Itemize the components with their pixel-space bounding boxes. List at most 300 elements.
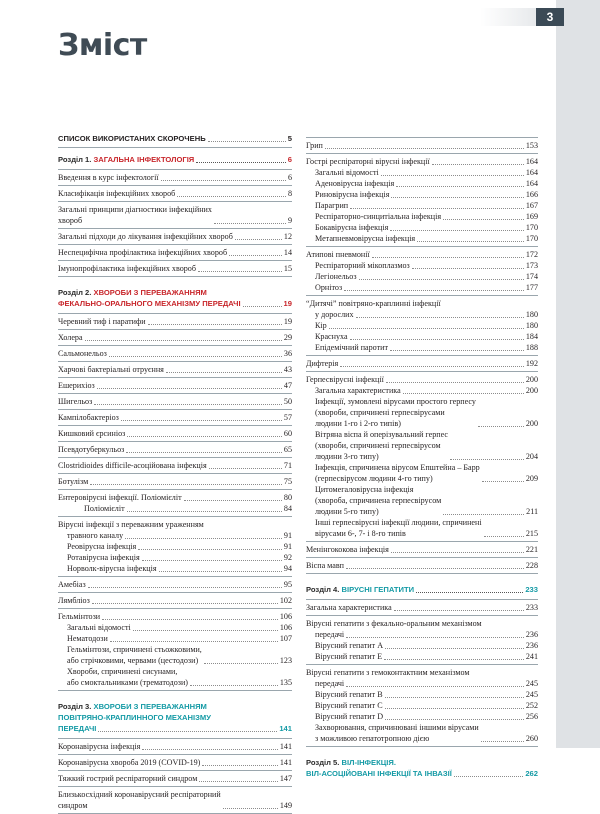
toc-entry[interactable] [58,595,292,606]
toc-block [58,426,292,442]
toc-entry[interactable] [58,396,292,407]
leader-dots [166,372,282,373]
toc-entry[interactable] [58,622,292,633]
toc-entry-page: 107 [279,634,292,643]
toc-entry[interactable] [306,462,538,484]
section-1-heading[interactable]: Розділ 1. ЗАГАЛЬНА ІНФЕКТОЛОГІЯ 6 [58,155,292,164]
toc-entry-page: 215 [525,529,538,538]
toc-entry-title: Хвороби, спричинені сисунами, або смоктальниками (трематодози) [67,667,188,687]
section-1-list [58,169,292,277]
toc-block [58,609,292,691]
toc-entry-title: Респіраторний мікоплазмоз [315,261,410,270]
leader-dots [385,648,524,649]
toc-entry-title: Шигельоз [58,397,93,406]
toc-entry-page: 164 [525,168,538,177]
toc-entry[interactable] [306,560,538,571]
leader-dots [127,436,282,437]
toc-block [306,247,538,296]
toc-entry[interactable] [58,188,292,199]
toc-entry-title: “Дитячі” повітряно-краплинні інфекції [306,299,441,308]
toc-entry-page: 204 [525,452,538,461]
toc-entry-page: 19 [283,317,292,326]
toc-entry-title: Гельмінтози [58,612,101,621]
toc-entry[interactable] [58,204,292,226]
toc-entry-title: Амебіаз [58,580,86,589]
toc-entry[interactable] [58,348,292,359]
leader-dots [235,239,282,240]
toc-entry[interactable] [306,320,538,331]
toc-entry-title: Близькосхідний коронавірусний респіраторний синдром [58,790,221,810]
toc-entry-page: 12 [283,232,292,241]
toc-entry[interactable] [306,260,538,271]
toc-entry-title: травного каналу [67,531,124,540]
toc-entry-page: 102 [279,596,292,605]
toc-entry-page: 106 [279,623,292,632]
toc-entry[interactable] [58,611,292,622]
toc-entry[interactable] [58,364,292,375]
toc-entry[interactable] [306,233,538,244]
toc-entry[interactable] [306,331,538,342]
toc-entry-title: Респіраторно-синцитіальна інфекція [315,212,442,221]
toc-entry-page: 6 [287,173,292,182]
leader-dots [90,484,282,485]
toc-entry[interactable] [58,789,292,811]
leader-dots [329,328,524,329]
leader-dots [110,641,278,642]
toc-entry[interactable] [306,342,538,353]
toc-entry[interactable] [58,503,292,514]
toc-entry-title: Менінгококова інфекція [306,545,389,554]
toc-entry[interactable] [306,678,538,689]
toc-block [306,542,538,558]
toc-block [306,356,538,372]
toc-entry-title: Сальмонельоз [58,349,107,358]
toc-entry-page: 153 [525,141,538,150]
leader-dots [350,339,524,340]
leader-dots [184,500,282,501]
toc-entry-page: 80 [283,493,292,502]
toc-entry-page: 245 [525,679,538,688]
toc-entry-title: Вірусні гепатити з фекально-оральним механізмом [306,619,482,628]
toc-entry-page: 252 [525,701,538,710]
toc-entry-page: 170 [525,223,538,232]
toc-entry[interactable] [306,385,538,396]
toc-entry[interactable] [306,167,538,178]
toc-block [306,665,538,747]
leader-dots [346,686,524,687]
toc-entry-page: 84 [283,504,292,513]
toc-entry-page: 256 [525,712,538,721]
toc-entry[interactable] [306,178,538,189]
toc-entry-page: 200 [525,386,538,395]
section-3-list [58,738,292,814]
toc-entry-page: 15 [283,264,292,273]
toc-block [58,330,292,346]
toc-entry[interactable] [306,298,538,309]
toc-entry[interactable] [58,492,292,503]
toc-entry-page: 149 [279,801,292,810]
toc-entry-title: Віспа мавп [306,561,344,570]
toc-entry[interactable] [306,544,538,555]
toc-entry-page: 147 [279,774,292,783]
toc-entry[interactable] [306,618,538,629]
leader-dots [403,393,524,394]
toc-entry-page: 236 [525,630,538,639]
leader-dots [190,685,278,686]
toc-entry[interactable] [306,484,538,517]
toc-entry-page: 141 [279,742,292,751]
toc-entry-page: 184 [525,332,538,341]
toc-entry[interactable] [306,396,538,429]
leader-dots [121,420,282,421]
toc-entry-title: Аденовірусна інфекція [315,179,395,188]
toc-entry-page: 211 [526,507,538,516]
toc-entry-title: Лямбліоз [58,596,90,605]
leader-dots [127,511,282,512]
leader-dots [344,290,524,291]
toc-entry-title: Бокавірусна інфекція [315,223,389,232]
toc-block [58,738,292,755]
leader-dots [204,663,278,664]
leader-dots [199,781,278,782]
toc-block [58,474,292,490]
leader-dots [346,568,524,569]
toc-entry-title: Введення в курс інфектології [58,173,159,182]
toc-entry-page: 75 [283,477,292,486]
leader-dots [359,279,524,280]
toc-entry-title: Загальна характеристика [315,386,401,395]
toc-block [58,442,292,458]
toc-entry-page: 172 [525,250,538,259]
toc-block [58,229,292,245]
leader-dots [417,241,524,242]
toc-entry[interactable] [58,741,292,752]
toc-entry[interactable] [306,722,538,744]
toc-entry[interactable] [58,247,292,258]
toc-entry[interactable] [306,640,538,651]
toc-entry-title: Вірусний гепатит A [315,641,384,650]
toc-entry-page: 164 [525,157,538,166]
toc-entry[interactable] [58,428,292,439]
toc-entry-title: Вірусний гепатит B [315,690,383,699]
toc-entry[interactable] [58,316,292,327]
leader-dots [432,164,524,165]
toc-entry-page: 245 [525,690,538,699]
leader-dots [391,552,524,553]
toc-entry[interactable] [58,530,292,541]
toc-entry[interactable] [58,231,292,242]
toc-entry[interactable] [58,644,292,666]
toc-entry-title: Атипові пневмонії [306,250,370,259]
toc-entry[interactable] [58,773,292,784]
toc-block [58,346,292,362]
toc-block [58,378,292,394]
leader-dots [325,148,524,149]
toc-entry[interactable] [58,552,292,563]
toc-entry[interactable] [306,211,538,222]
toc-entry-title: Парагрип [315,201,349,210]
toc-entry-title: Коронавірусна інфекція [58,742,141,751]
toc-entry-page: 65 [283,445,292,454]
toc-entry-title: Орнітоз [315,283,343,292]
section-4-heading[interactable]: Розділ 4. ВІРУСНІ ГЕПАТИТИ 233 [306,585,538,594]
leader-dots [396,186,524,187]
toc-entry-page: 236 [525,641,538,650]
toc-entry-title: Інфекція, спричинена вірусом Епштейна – Барр (герпесвірусом людини 4-го типу) [315,463,480,483]
leader-dots [386,382,524,383]
toc-entry-page: 60 [283,429,292,438]
leader-dots [92,603,278,604]
toc-entry[interactable] [306,374,538,385]
toc-entry-title: Загальні відомості [67,623,131,632]
leader-dots [412,268,524,269]
toc-entry-title: Вірусні інфекції з переважним ураженням [58,520,204,529]
toc-entry[interactable] [306,156,538,167]
toc-entry-title: Тяжкий гострий респіраторний синдром [58,774,198,783]
toc-entry-title: Гельмінтози, спричинені стьожковими, або стрічковими, червами (цестодози) [67,645,202,665]
toc-entry-title: Ентеровірусні інфекції. Поліомієліт [58,493,182,502]
toc-entry-title: Класифікація інфекційних хвороб [58,189,176,198]
toc-entry[interactable] [58,172,292,183]
toc-block [58,313,292,330]
toc-block [306,599,538,616]
toc-entry-page: 192 [525,359,538,368]
leader-dots [385,719,524,720]
toc-entry[interactable] [306,249,538,260]
leader-dots [138,549,282,550]
toc-entry-page: 228 [525,561,538,570]
toc-block [58,261,292,277]
toc-entry-title: Вітряна віспа й оперізувальний герпес (хвороби, спричинені герпесвірусом людини 3-го типу) [315,430,449,461]
toc-entry-title: передачі [315,630,345,639]
toc-entry[interactable] [58,412,292,423]
leader-dots [381,175,524,176]
toc-entry-title: Реовірусна інфекція [67,542,137,551]
toc-block [58,577,292,593]
toc-entry[interactable] [58,633,292,644]
toc-entry-title: Ешерихіоз [58,381,95,390]
toc-entry[interactable] [306,517,538,539]
toc-entry-page: 36 [283,349,292,358]
toc-entry-page: 167 [525,201,538,210]
toc-block [58,787,292,814]
toc-entry-page: 91 [283,531,292,540]
toc-entry[interactable] [58,757,292,768]
toc-entry-page: 71 [283,461,292,470]
leader-dots [177,196,286,197]
leader-dots [450,459,524,460]
toc-entry-page: 180 [525,321,538,330]
toc-entry-title: Легіонельоз [315,272,357,281]
toc-entry[interactable] [306,667,538,678]
leader-dots [133,630,278,631]
toc-entry-page: 170 [525,234,538,243]
toc-entry-page: 241 [525,652,538,661]
toc-entry[interactable] [306,282,538,293]
section-2-heading[interactable]: Розділ 2. ХВОРОБИ З ПЕРЕВАЖАННЯМ ФЕКАЛЬНО-ОРАЛЬНОГО МЕХАНІЗМУ ПЕРЕДАЧІ 19 [58,288,292,308]
toc-left-column [58,133,292,814]
leader-dots [394,610,524,611]
toc-entry-title: Холера [58,333,83,342]
leader-dots [142,749,278,750]
toc-entry-title: Грип [306,141,323,150]
leader-dots [125,538,282,539]
leader-dots [385,697,524,698]
toc-block [58,362,292,378]
toc-block [58,490,292,517]
toc-entry-title: Загальні відомості [315,168,379,177]
toc-entry-page: 174 [525,272,538,281]
toc-entry-title: Вірусний гепатит E [315,652,383,661]
leader-dots [161,180,286,181]
toc-entry-title: Загальні принципи діагностики інфекційних хвороб [58,205,212,225]
toc-entry[interactable] [306,700,538,711]
section-3-heading[interactable]: Розділ 3. ХВОРОБИ З ПЕРЕВАЖАННЯМ ПОВІТРЯНО-КРАПЛИННОГО МЕХАНІЗМУ ПЕРЕДАЧІ 141 [58,702,292,733]
toc-entry[interactable] [306,271,538,282]
toc-entry-page: 9 [287,216,292,225]
leader-dots [126,452,282,453]
leader-dots [384,659,524,660]
toc-entry-page: 29 [283,333,292,342]
toc-entry[interactable] [306,358,538,369]
toc-entry-page: 123 [279,656,292,665]
leader-dots [350,208,524,209]
page-title: Зміст [58,28,147,63]
toc-block [58,245,292,261]
leader-dots [109,356,282,357]
toc-entry[interactable] [58,380,292,391]
toc-entry[interactable] [306,629,538,640]
leader-dots [209,468,282,469]
toc-entry[interactable] [306,222,538,233]
toc-entry-title: Вірусні гепатити з гемоконтактним механізмом [306,668,470,677]
toc-block [306,154,538,247]
toc-entry-title: Імунопрофілактика інфекційних хвороб [58,264,196,273]
toc-entry[interactable] [306,711,538,722]
toc-entry-title: Загальні підходи до лікування інфекційних хвороб [58,232,233,241]
toc-entry-page: 233 [525,603,538,612]
leader-dots [94,404,282,405]
toc-entry-title: Інфекції, зумовлені вірусами простого герпесу (хвороби, спричинені герпесвірусами людини 1-го і 2-го типів) [315,397,476,428]
leader-dots [159,571,282,572]
toc-right-column [306,133,538,779]
toc-entry-page: 47 [283,381,292,390]
toc-entry[interactable] [306,602,538,613]
toc-entry-title: Риновірусна інфекція [315,190,390,199]
toc-entry-page: 106 [279,612,292,621]
toc-entry-title: Ротавірусна інфекція [67,553,140,562]
toc-block [58,394,292,410]
toc-block [306,558,538,574]
section-3-continued-list [306,137,538,574]
toc-entry-page: 166 [525,190,538,199]
leader-dots [478,426,524,427]
leader-dots [88,587,282,588]
toc-entry-title: Кишковий єрсиніоз [58,429,126,438]
page-sidebar [556,0,600,748]
toc-entry-page: 180 [525,310,538,319]
toc-entry[interactable] [58,519,292,530]
toc-entry[interactable] [58,541,292,552]
toc-entry[interactable] [58,460,292,471]
toc-entry-page: 200 [525,419,538,428]
toc-block [58,202,292,229]
toc-entry-title: Коронавірусна хвороба 2019 (COVID-19) [58,758,201,767]
toc-entry-title: Епідемічний паротит [315,343,389,352]
section-2-list [58,313,292,691]
toc-entry-title: Гострі респіраторні вірусні інфекції [306,157,430,166]
toc-entry-title: Неспецифічна профілактика інфекційних хвороб [58,248,228,257]
toc-entry-page: 177 [525,283,538,292]
toc-entry-title: Псевдотуберкульоз [58,445,125,454]
toc-block [58,771,292,787]
toc-entry[interactable] [306,189,538,200]
toc-entry-title: Загальна характеристика [306,603,392,612]
leader-dots [340,366,524,367]
toc-entry[interactable] [58,444,292,455]
leader-dots [97,388,282,389]
section-5-heading[interactable]: Розділ 5. ВІЛ-ІНФЕКЦІЯ. ВІЛ-АСОЦІЙОВАНІ ІНФЕКЦІЇ ТА ІНВАЗІЇ 262 [306,758,538,778]
toc-entry-title: Черевний тиф і паратифи [58,317,146,326]
leader-dots [484,536,524,537]
leader-dots [372,257,524,258]
toc-entry-title: Кір [315,321,327,330]
leader-dots [223,808,278,809]
toc-entry[interactable] [58,476,292,487]
leader-dots [443,219,524,220]
toc-entry-title: передачі [315,679,345,688]
toc-block [306,372,538,542]
toc-entry-page: 141 [279,758,292,767]
toc-block [58,410,292,426]
toc-entry-page: 92 [283,553,292,562]
toc-entry[interactable] [58,332,292,343]
leader-dots [385,708,524,709]
toc-entry[interactable] [306,689,538,700]
toc-entry-page: 8 [287,189,292,198]
toc-entry-title: Нематодози [67,634,108,643]
leader-dots [481,741,524,742]
toc-entry-page: 57 [283,413,292,422]
toc-entry[interactable] [58,263,292,274]
toc-entry[interactable] [306,429,538,462]
leader-dots [142,560,282,561]
leader-dots [443,514,524,515]
toc-entry[interactable] [58,579,292,590]
toc-entry-title: Інші герпесвірусні інфекції людини, спричинені вірусами 6-, 7- і 8-го типів [315,518,482,538]
leader-dots [390,350,524,351]
section-4-list [306,599,538,747]
toc-entry-abbreviations[interactable]: СПИСОК ВИКОРИСТАНИХ СКОРОЧЕНЬ 5 [58,133,292,148]
toc-entry-page: 91 [283,542,292,551]
toc-entry[interactable] [58,666,292,688]
leader-dots [390,230,524,231]
toc-entry-page: 164 [525,179,538,188]
toc-entry-page: 135 [279,678,292,687]
toc-entry[interactable] [58,563,292,574]
toc-entry-title: Метапневмовірусна інфекція [315,234,416,243]
toc-entry-page: 173 [525,261,538,270]
toc-entry-title: Харчові бактеріальні отруєння [58,365,164,374]
toc-entry[interactable] [306,200,538,211]
toc-entry-page: 43 [283,365,292,374]
leader-dots [229,255,282,256]
toc-entry-page: 260 [525,734,538,743]
toc-entry[interactable] [306,651,538,662]
toc-entry[interactable] [306,309,538,320]
toc-entry-title: Норволк-вірусна інфекція [67,564,157,573]
toc-entry[interactable] [306,140,538,151]
